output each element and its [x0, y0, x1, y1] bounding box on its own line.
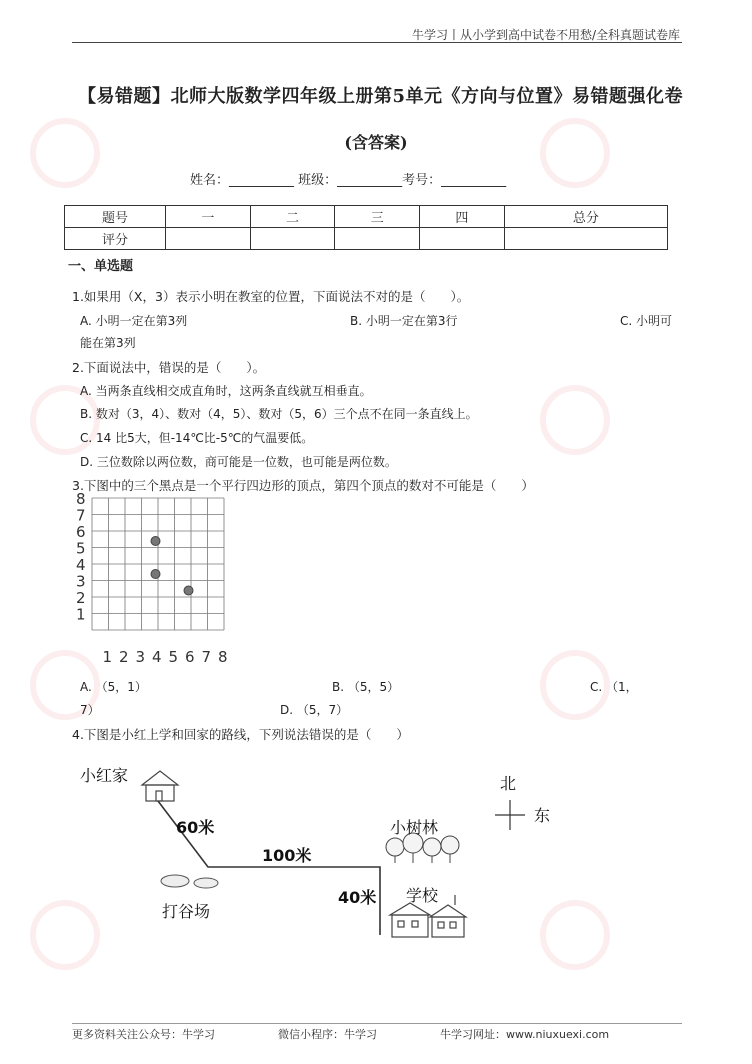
grid-y-tick-label: 6 [76, 523, 86, 541]
question-2-stem: 2.下面说法中，错误的是（ ）。 [72, 360, 266, 375]
question-4-stem: 4.下图是小红上学和回家的路线，下列说法错误的是（ ） [72, 727, 409, 742]
question-1-option-b: B. 小明一定在第3行 [350, 314, 458, 328]
question-3-option-c: C. （1， [590, 680, 638, 694]
grid-lines [92, 498, 224, 630]
student-info: 姓名：__________ 班级：__________考号：__________ [190, 173, 507, 188]
score-cell[interactable] [504, 228, 667, 250]
grid-y-tick-label: 8 [76, 490, 86, 508]
grid-x-tick-label: 6 [185, 648, 195, 666]
score-header-cell: 题号 [65, 206, 166, 228]
score-header-cell: 二 [250, 206, 335, 228]
question-3-option-a: A. （5，1） [80, 680, 147, 694]
grid-x-tick-label: 3 [135, 648, 146, 666]
compass-label-east: 东 [534, 806, 551, 825]
question-2-option-b: B. 数对（3，4）、数对（4，5）、数对（5，6）三个点不在同一条直线上。 [80, 407, 478, 421]
score-header-cell: 三 [335, 206, 420, 228]
grid-x-tick-label: 7 [201, 648, 212, 666]
map-label-school: 学校 [406, 886, 439, 905]
grid-x-tick-label: 5 [168, 648, 179, 666]
map-label-home: 小红家 [80, 766, 129, 785]
grid-x-tick-label: 2 [119, 648, 129, 666]
score-row-label: 评分 [65, 228, 166, 250]
question-1-option-c: C. 小明可 [620, 314, 673, 328]
grid-y-tick-label: 5 [76, 539, 86, 558]
question-1-option-c-wrap: 能在第3列 [80, 336, 136, 350]
grid-points [151, 537, 193, 596]
section-title: 一、单选题 [68, 259, 134, 274]
home-house-icon [142, 771, 178, 801]
score-header-cell: 四 [420, 206, 505, 228]
question-3-option-c-wrap: 7） [80, 703, 100, 717]
question-1-stem: 1.如果用（X，3）表示小明在教室的位置，下面说法不对的是（ ）。 [72, 289, 470, 304]
route-map-figure [70, 755, 590, 950]
page-title: 【易错题】北师大版数学四年级上册第5单元《方向与位置》易错题强化卷 [78, 86, 684, 107]
threshing-field-icon [161, 875, 218, 888]
score-table [64, 205, 668, 250]
header-text: 牛学习丨从小学到高中试卷不用愁/全科真题试卷库 [411, 28, 680, 42]
footer-left: 更多资料关注公众号：牛学习 [72, 1028, 215, 1041]
grid-x-labels [103, 648, 228, 666]
score-cell[interactable] [250, 228, 335, 250]
map-label-woods: 小树林 [390, 818, 439, 837]
woods-icon [386, 833, 459, 863]
grid-x-tick-label: 8 [218, 648, 228, 666]
score-header-cell: 总分 [504, 206, 667, 228]
footer-middle: 微信小程序：牛学习 [278, 1028, 377, 1041]
page-subtitle: (含答案) [344, 133, 408, 152]
footer-right: 牛学习网址：www.niuxuexi.com [440, 1028, 610, 1041]
grid-y-tick-label: 3 [76, 572, 86, 591]
question-3-option-d: D. （5，7） [280, 703, 349, 717]
header-rule [72, 42, 682, 43]
map-label-distance-40: 40米 [338, 888, 377, 907]
score-cell[interactable] [335, 228, 420, 250]
grid-y-tick-label: 7 [76, 506, 86, 525]
grid-y-tick-label: 4 [76, 556, 86, 574]
score-header-cell: 一 [166, 206, 251, 228]
grid-x-tick-label: 4 [152, 648, 162, 666]
question-2-option-c: C. 14 比5大，但-14℃比-5℃的气温要低。 [80, 431, 314, 445]
question-3-option-b: B. （5，5） [332, 680, 400, 694]
grid-x-tick-label: 1 [102, 648, 113, 666]
question-1-option-a: A. 小明一定在第3列 [80, 314, 188, 328]
map-label-distance-100: 100米 [262, 846, 312, 865]
grid-y-labels [76, 490, 86, 624]
footer-rule [72, 1023, 682, 1024]
map-label-threshing-field: 打谷场 [162, 902, 211, 921]
question-2-option-d: D. 三位数除以两位数，商可能是一位数，也可能是两位数。 [80, 455, 397, 469]
score-table-score-row [65, 228, 668, 250]
map-label-distance-60: 60米 [176, 818, 215, 837]
score-table-header-row [65, 206, 668, 228]
question-3-stem: 3.下图中的三个黑点是一个平行四边形的顶点，第四个顶点的数对不可能是（ ） [72, 478, 534, 493]
grid-point [151, 570, 160, 579]
grid-y-tick-label: 1 [76, 605, 86, 624]
grid-y-tick-label: 2 [76, 589, 86, 607]
grid-point [151, 537, 160, 546]
compass-icon [495, 800, 525, 830]
compass-label-north: 北 [500, 774, 517, 793]
score-cell[interactable] [420, 228, 505, 250]
question-2-option-a: A. 当两条直线相交成直角时，这两条直线就互相垂直。 [80, 384, 372, 398]
score-cell[interactable] [166, 228, 251, 250]
grid-point [184, 586, 193, 595]
coordinate-grid-figure [70, 490, 250, 670]
